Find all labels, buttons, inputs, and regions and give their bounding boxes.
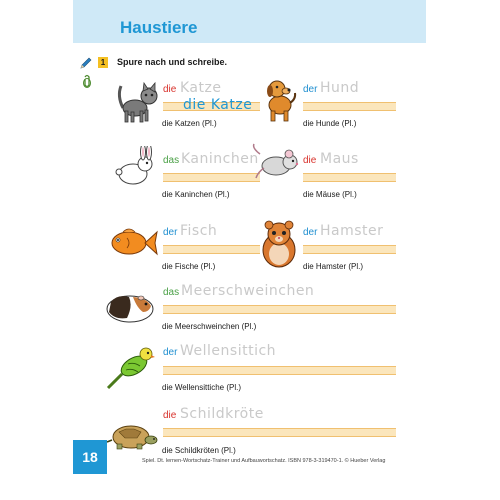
trace-word-fisch: Fisch: [180, 223, 218, 239]
writing-line-maus[interactable]: [303, 173, 396, 182]
plural-kaninchen: die Kaninchen (Pl.): [162, 190, 230, 199]
article-hamster: der: [303, 227, 318, 238]
writing-line-wellensittich[interactable]: [163, 366, 396, 375]
trace-word-hund: Hund: [320, 80, 360, 96]
mouse-image: [250, 142, 302, 182]
tortoise-image: [104, 420, 160, 452]
guinea-pig-image: [103, 288, 157, 326]
plural-katze: die Katzen (Pl.): [162, 119, 217, 128]
article-katze: die: [163, 84, 177, 95]
trace-word-wellensittich: Wellensittich: [180, 343, 277, 359]
paperclip-icon: [81, 74, 93, 89]
plural-maus: die Mäuse (Pl.): [303, 190, 357, 199]
article-fisch: der: [163, 227, 178, 238]
trace-word-katze: Katze: [180, 80, 222, 96]
fish-image: [107, 224, 159, 262]
trace-word-hamster: Hamster: [320, 223, 384, 239]
trace-word-kaninchen: Kaninchen: [181, 151, 259, 167]
trace-word-schildkroete: Schildkröte: [180, 406, 264, 422]
dog-image: [262, 75, 298, 123]
plural-meerschweinchen: die Meerschweinchen (Pl.): [162, 322, 257, 331]
task-instruction: Spure nach und schreibe.: [117, 57, 228, 67]
cat-image: [113, 78, 161, 124]
rabbit-image: [113, 146, 159, 188]
article-hund: der: [303, 84, 318, 95]
example-word-katze: die Katze: [183, 97, 253, 113]
article-wellensittich: der: [163, 347, 178, 358]
trace-word-meerschweinchen: Meerschweinchen: [181, 283, 315, 299]
pencil-icon: [79, 56, 93, 70]
hamster-image: [258, 216, 300, 270]
writing-line-kaninchen[interactable]: [163, 173, 260, 182]
writing-line-hund[interactable]: [303, 102, 396, 111]
plural-hamster: die Hamster (Pl.): [303, 262, 364, 271]
writing-line-meerschweinchen[interactable]: [163, 305, 396, 314]
writing-line-hamster[interactable]: [303, 245, 396, 254]
plural-hund: die Hunde (Pl.): [303, 119, 357, 128]
plural-fisch: die Fische (Pl.): [162, 262, 216, 271]
footer-credit: Spiel. Dt. lernen-Wortschatz-Trainer und Aufbauwortschatz. ISBN 978-3-319470-1. © Hueber Verlag: [142, 458, 386, 464]
plural-wellensittich: die Wellensittiche (Pl.): [162, 383, 241, 392]
article-meerschweinchen: das: [163, 287, 180, 298]
task-number-badge: 1: [98, 57, 108, 68]
trace-word-maus: Maus: [320, 151, 359, 167]
article-schildkroete: die: [163, 410, 177, 421]
writing-line-schildkroete[interactable]: [163, 428, 396, 437]
budgie-image: [104, 344, 158, 390]
page-title: Haustiere: [120, 18, 198, 37]
article-maus: die: [303, 155, 317, 166]
writing-line-fisch[interactable]: [163, 245, 260, 254]
plural-schildkroete: die Schildkröten (Pl.): [162, 446, 236, 455]
page-number: 18: [73, 440, 107, 474]
article-kaninchen: das: [163, 155, 180, 166]
